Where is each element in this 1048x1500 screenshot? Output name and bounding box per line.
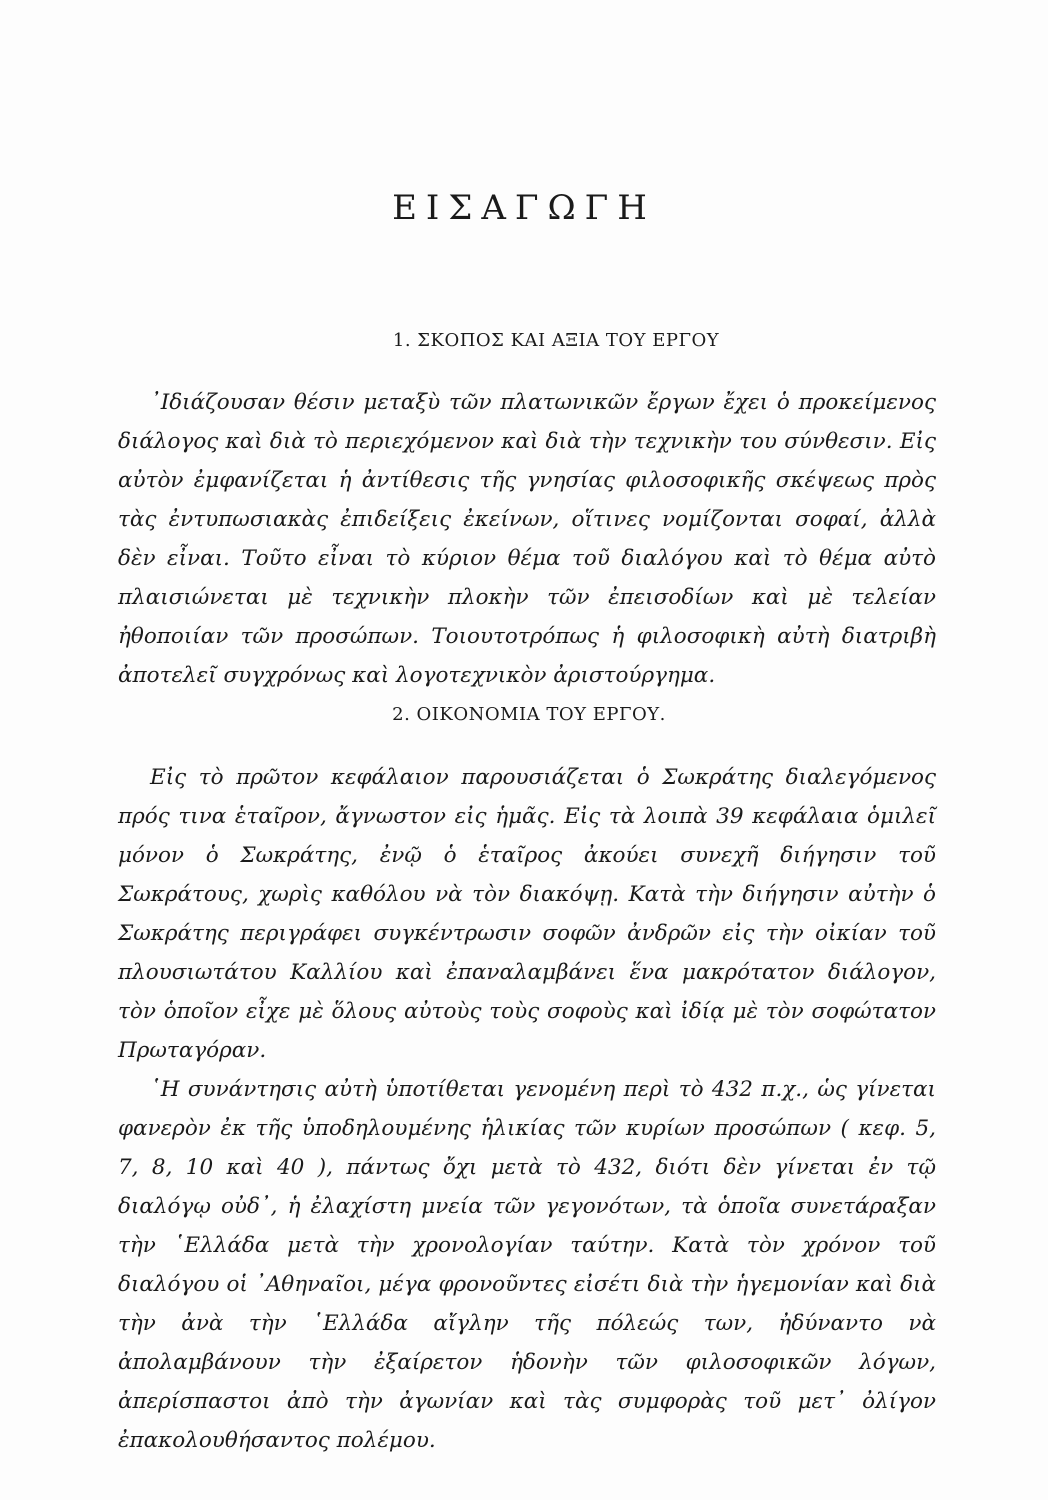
section-2-paragraph-2: ῾Η συνάντησις αὐτὴ ὑποτίθεται γενομένη περὶ τὸ 432 π.χ., ὡς γίνεται φανερὸν ἐκ τῆς ὑποδηλουμένης ἡλικίας τῶν κυρίων προσώπων ( κεφ. 5, 7, 8, 10 καὶ 40 ), πάντως ὄχι μετὰ τὸ 432, διότι δὲν γίνεται ἐν τῷ διαλόγῳ οὐδ᾿, ἡ ἐλαχίστη μνεία τῶν γεγονότων, τὰ ὁποῖα συνετάραξαν τὴν ῾Ελλάδα μετὰ τὴν χρονολογίαν ταύτην. Κατὰ τὸν χρόνον τοῦ διαλόγου οἱ ᾿Αθηναῖοι, μέγα φρονοῦντες εἰσέτι διὰ τὴν ἡγεμονίαν καὶ διὰ τὴν ἀνὰ τὴν ῾Ελλάδα αἴγλην τῆς πόλεώς των, ἠδύναντο νὰ ἀπολαμβάνουν τὴν ἐξαίρετον ἡδονὴν τῶν φιλοσοφικῶν λόγων, ἀπερίσπαστοι ἀπὸ τὴν ἀγωνίαν καὶ τὰς συμφορὰς τοῦ μετ᾿ ὀλίγον ἐπακολουθήσαντος πολέμου. xyxy=(118,1077,936,1453)
section-2-paragraph-1: Εἰς τὸ πρῶτον κεφάλαιον παρουσιάζεται ὁ Σωκράτης διαλεγόμενος πρός τινα ἑταῖρον, ἄγνωστον εἰς ἡμᾶς. Εἰς τὰ λοιπὰ 39 κεφάλαια ὁμιλεῖ μόνον ὁ Σωκράτης, ἐνῷ ὁ ἑταῖρος ἀκούει συνεχῆ διήγησιν τοῦ Σωκράτους, χωρὶς καθόλου νὰ τὸν διακόψῃ. Κατὰ τὴν διήγησιν αὐτὴν ὁ Σωκράτης περιγράφει συγκέντρωσιν σοφῶν ἀνδρῶν εἰς τὴν οἰκίαν τοῦ πλουσιωτάτου Καλλίου καὶ ἐπαναλαμβάνει ἕνα μακρότατον διάλογον, τὸν ὁποῖον εἶχε μὲ ὅλους αὐτοὺς τοὺς σοφοὺς καὶ ἰδίᾳ μὲ τὸν σοφώτατον Πρωταγόραν. xyxy=(118,765,936,1063)
section-heading-2: 2. ΟΙΚΟΝΟΜΙΑ ΤΟΥ ΕΡΓΟΥ. xyxy=(392,704,666,725)
section-1-paragraph-1: ᾿Ιδιάζουσαν θέσιν μεταξὺ τῶν πλατωνικῶν ἔργων ἔχει ὁ προκείμενος διάλογος καὶ διὰ τὸ περιεχόμενον καὶ διὰ τὴν τεχνικὴν του σύνθεσιν. Εἰς αὐτὸν ἐμφανίζεται ἡ ἀντίθεσις τῆς γνησίας φιλοσοφικῆς σκέψεως πρὸς τὰς ἐντυπωσιακὰς ἐπιδείξεις ἐκείνων, οἵτινες νομίζονται σοφαί, ἀλλὰ δὲν εἶναι. Τοῦτο εἶναι τὸ κύριον θέμα τοῦ διαλόγου καὶ τὸ θέμα αὐτὸ πλαισιώνεται μὲ τεχνικὴν πλοκὴν τῶν ἐπεισοδίων καὶ μὲ τελείαν ἠθοποιίαν τῶν προσώπων. Τοιουτοτρόπως ἡ φιλοσοφικὴ αὐτὴ διατριβὴ ἀποτελεῖ συγχρόνως καὶ λογοτεχνικὸν ἀριστούργημα. xyxy=(118,390,936,688)
section-heading-1: 1. ΣΚΟΠΟΣ ΚΑΙ ΑΞΙΑ ΤΟΥ ΕΡΓΟΥ xyxy=(392,330,720,351)
page-title: ΕΙΣΑΓΩΓΗ xyxy=(392,188,656,228)
